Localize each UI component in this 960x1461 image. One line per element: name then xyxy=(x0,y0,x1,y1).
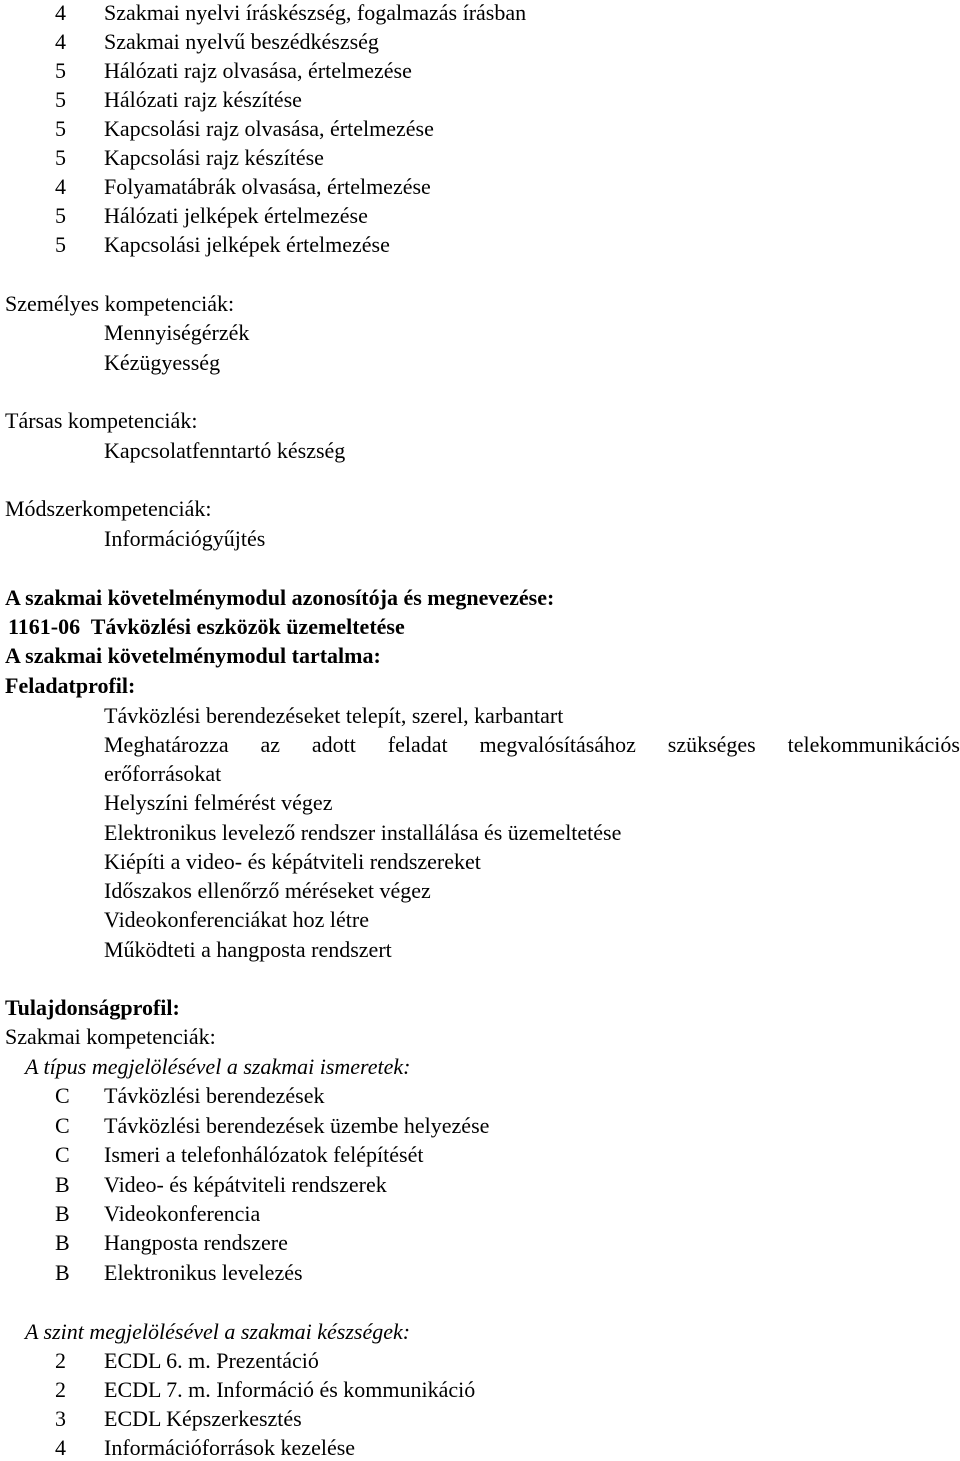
level-value: 5 xyxy=(55,87,66,112)
list-item: Kézügyesség xyxy=(104,350,221,375)
personal-competencies-heading: Személyes kompetenciák: xyxy=(5,291,235,316)
list-item: Információgyűjtés xyxy=(104,526,266,551)
word: szükséges xyxy=(667,732,756,757)
word: feladat xyxy=(387,732,448,757)
task-item: Időszakos ellenőrző méréseket végez xyxy=(104,878,431,903)
task-item: Videokonferenciákat hoz létre xyxy=(104,907,369,932)
skill-text: Hálózati rajz olvasása, értelmezése xyxy=(104,58,412,83)
level-value: 4 xyxy=(55,0,66,25)
skill-text: Kapcsolási rajz olvasása, értelmezése xyxy=(104,116,434,141)
level-value: 4 xyxy=(55,174,66,199)
level-value: 3 xyxy=(55,1406,66,1431)
type-value: B xyxy=(55,1260,70,1285)
skill-text: Folyamatábrák olvasása, értelmezése xyxy=(104,174,431,199)
word: Meghatározza xyxy=(104,732,229,757)
skills-heading: A szint megjelölésével a szakmai készségek: xyxy=(25,1319,411,1344)
social-competencies-heading: Társas kompetenciák: xyxy=(5,408,198,433)
level-value: 5 xyxy=(55,145,66,170)
knowledge-text: Távközlési berendezések üzembe helyezése xyxy=(104,1113,490,1138)
method-competencies-heading: Módszerkompetenciák: xyxy=(5,496,212,521)
task-item: Helyszíni felmérést végez xyxy=(104,790,333,815)
knowledge-text: Videokonferencia xyxy=(104,1201,261,1226)
skill-text: Hálózati jelképek értelmezése xyxy=(104,203,368,228)
task-item: erőforrásokat xyxy=(104,761,222,786)
type-value: C xyxy=(55,1142,70,1167)
level-value: 5 xyxy=(55,58,66,83)
list-item: Mennyiségérzék xyxy=(104,320,250,345)
type-value: B xyxy=(55,1230,70,1255)
knowledge-text: Video- és képátviteli rendszerek xyxy=(104,1172,387,1197)
skill-text: Kapcsolási jelképek értelmezése xyxy=(104,232,390,257)
level-value: 4 xyxy=(55,29,66,54)
type-value: B xyxy=(55,1201,70,1226)
skill-text: ECDL 7. m. Információ és kommunikáció xyxy=(104,1377,476,1402)
task-item-justified xyxy=(104,732,960,758)
knowledge-text: Távközlési berendezések xyxy=(104,1083,325,1108)
type-value: C xyxy=(55,1113,70,1138)
knowledge-text: Ismeri a telefonhálózatok felépítését xyxy=(104,1142,424,1167)
module-id-heading: A szakmai követelménymodul azonosítója és megnevezése: xyxy=(5,585,555,610)
professional-competencies-heading: Szakmai kompetenciák: xyxy=(5,1024,216,1049)
task-item: Kiépíti a video- és képátviteli rendszereket xyxy=(104,849,481,874)
knowledge-text: Elektronikus levelezés xyxy=(104,1260,303,1285)
skill-text: ECDL Képszerkesztés xyxy=(104,1406,302,1431)
skill-text: Információforrások kezelése xyxy=(104,1435,356,1460)
level-value: 2 xyxy=(55,1348,66,1373)
knowledge-text: Hangposta rendszere xyxy=(104,1230,288,1255)
word: az xyxy=(260,732,280,757)
property-profile-heading: Tulajdonságprofil: xyxy=(5,995,180,1020)
skill-text: Kapcsolási rajz készítése xyxy=(104,145,324,170)
skill-text: Hálózati rajz készítése xyxy=(104,87,302,112)
knowledge-heading: A típus megjelölésével a szakmai ismeretek: xyxy=(25,1054,411,1079)
level-value: 5 xyxy=(55,232,66,257)
task-profile-heading: Feladatprofil: xyxy=(5,673,136,698)
module-content-heading: A szakmai követelménymodul tartalma: xyxy=(5,643,381,668)
word: adott xyxy=(311,732,356,757)
task-item: Elektronikus levelező rendszer installálása és üzemeltetése xyxy=(104,820,622,845)
skill-text: Szakmai nyelvi íráskészség, fogalmazás írásban xyxy=(104,0,527,25)
module-id-name: 1161-06 Távközlési eszközök üzemeltetése xyxy=(8,614,405,639)
task-item: Távközlési berendezéseket telepít, szerel, karbantart xyxy=(104,703,564,728)
type-value: C xyxy=(55,1083,70,1108)
skill-text: Szakmai nyelvű beszédkészség xyxy=(104,29,379,54)
level-value: 5 xyxy=(55,116,66,141)
level-value: 2 xyxy=(55,1377,66,1402)
list-item: Kapcsolatfenntartó készség xyxy=(104,438,346,463)
word: megvalósításához xyxy=(479,732,636,757)
level-value: 4 xyxy=(55,1435,66,1460)
level-value: 5 xyxy=(55,203,66,228)
task-item: Működteti a hangposta rendszert xyxy=(104,937,392,962)
type-value: B xyxy=(55,1172,70,1197)
skill-text: ECDL 6. m. Prezentáció xyxy=(104,1348,319,1373)
word: telekommunikációs xyxy=(787,732,960,757)
